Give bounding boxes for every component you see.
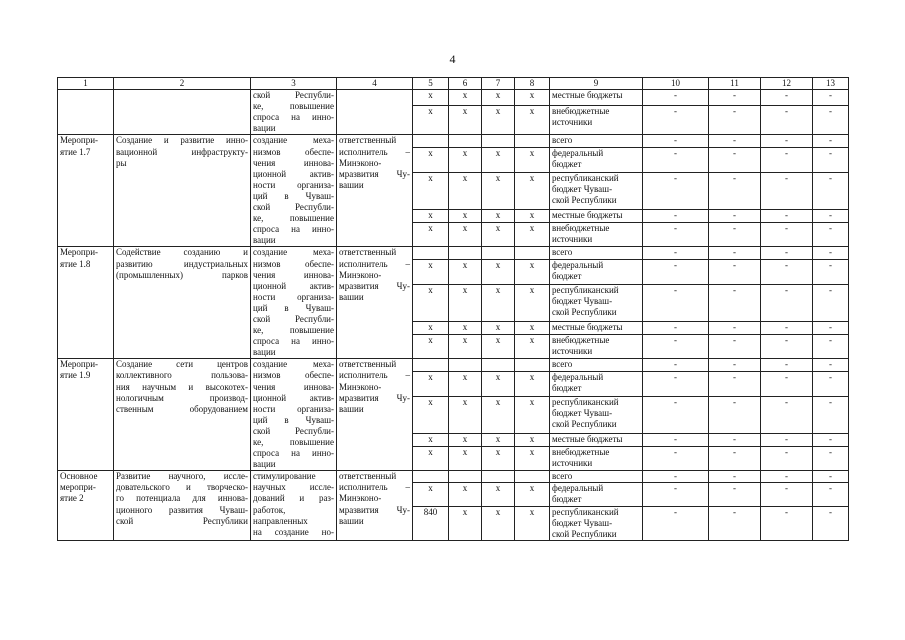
funding-source-cell: республиканский бюджет Чуваш- ской Республики [550,506,643,540]
measure-label-cell: Меропри- ятие 1.8 [58,247,114,359]
amount-cell: - [709,148,761,173]
year-mark-cell: x [449,105,482,135]
table-row [58,471,849,483]
executor-cell: ответственный исполнитель – Минэконо- мразвития Чу- вашии [337,135,413,247]
executor-cell: ответственный исполнитель – Минэконо- мразвития Чу- вашии [337,247,413,359]
year-mark-cell [449,247,482,260]
year-mark-cell: x [482,285,515,322]
year-mark-cell: x [515,372,550,397]
amount-cell: - [761,321,813,334]
amount-cell: - [813,334,849,359]
amount-cell: - [761,247,813,260]
expected-effect-cell: создание меха- низмов обеспе- чения иннова- ционной актив- ности организа- ций в Чуваш- ской Республи- ке, повышение спроса на инно- вации [251,135,337,247]
expected-effect-cell: создание меха- низмов обеспе- чения иннова- ционной актив- ности организа- ций в Чуваш- ской Республи- ке, повышение спроса на инно- вации [251,359,337,471]
amount-cell: - [643,471,709,483]
year-mark-cell: x [449,148,482,173]
year-mark-cell: x [482,321,515,334]
amount-cell: - [709,433,761,446]
year-mark-cell: x [449,321,482,334]
executor-cell: ответственный исполнитель – Минэконо- мразвития Чу- вашии [337,471,413,541]
amount-cell: - [643,483,709,506]
amount-cell: - [643,173,709,210]
year-mark-cell: x [515,105,550,135]
amount-cell: - [761,471,813,483]
amount-cell: - [761,209,813,222]
year-mark-cell [413,471,449,483]
measure-label-cell [58,90,114,135]
year-mark-cell: x [449,506,482,540]
table-row [58,359,849,372]
amount-cell: - [813,173,849,210]
year-mark-cell: x [449,209,482,222]
year-mark-cell: x [515,285,550,322]
measure-title-cell: Создание сети центров коллективного пользова- ния научным и высокотех- нологичным производ- ственным оборудованием [114,359,251,471]
amount-cell: - [709,372,761,397]
column-number-header: 5 [413,78,449,90]
year-mark-cell: x [413,222,449,247]
amount-cell: - [709,321,761,334]
year-mark-cell [482,471,515,483]
header-row [58,78,849,90]
column-number-header: 7 [482,78,515,90]
funding-source-cell: местные бюджеты [550,321,643,334]
measure-label-cell: Меропри- ятие 1.7 [58,135,114,247]
year-mark-cell [482,247,515,260]
amount-cell: - [643,105,709,135]
year-mark-cell: x [413,90,449,106]
year-mark-cell: x [515,173,550,210]
year-mark-cell: x [413,260,449,285]
year-mark-cell: x [515,222,550,247]
measure-title-cell [114,90,251,135]
amount-cell: - [709,446,761,471]
funding-source-cell: федеральный бюджет [550,260,643,285]
year-mark-cell: x [515,260,550,285]
amount-cell: - [761,433,813,446]
amount-cell: - [761,359,813,372]
expected-effect-cell: создание меха- низмов обеспе- чения иннова- ционной актив- ности организа- ций в Чуваш- ской Республи- ке, повышение спроса на инно- вации [251,247,337,359]
amount-cell: - [761,90,813,106]
amount-cell: - [643,321,709,334]
year-mark-cell: 840 [413,506,449,540]
amount-cell: - [643,334,709,359]
amount-cell: - [643,260,709,285]
year-mark-cell: x [482,209,515,222]
amount-cell: - [709,222,761,247]
amount-cell: - [643,247,709,260]
year-mark-cell: x [482,334,515,359]
year-mark-cell: x [482,260,515,285]
amount-cell: - [813,483,849,506]
year-mark-cell [413,359,449,372]
column-number-header: 8 [515,78,550,90]
column-number-header: 1 [58,78,114,90]
year-mark-cell [413,247,449,260]
measure-label-cell: Основное меропри- ятие 2 [58,471,114,541]
amount-cell: - [761,148,813,173]
amount-cell: - [813,359,849,372]
table-row [58,247,849,260]
amount-cell: - [813,209,849,222]
year-mark-cell: x [449,222,482,247]
amount-cell: - [643,372,709,397]
year-mark-cell: x [413,372,449,397]
funding-source-cell: всего [550,247,643,260]
funding-source-cell: местные бюджеты [550,209,643,222]
amount-cell: - [643,359,709,372]
year-mark-cell: x [413,173,449,210]
amount-cell: - [813,135,849,148]
year-mark-cell [515,359,550,372]
funding-source-cell: внебюджетные источники [550,105,643,135]
column-number-header: 4 [337,78,413,90]
year-mark-cell: x [413,321,449,334]
measure-label-cell: Меропри- ятие 1.9 [58,359,114,471]
amount-cell: - [643,506,709,540]
funding-source-cell: республиканский бюджет Чуваш- ской Республики [550,173,643,210]
year-mark-cell: x [449,285,482,322]
amount-cell: - [761,372,813,397]
amount-cell: - [761,397,813,434]
table-row [58,135,849,148]
year-mark-cell: x [449,433,482,446]
year-mark-cell: x [449,334,482,359]
amount-cell: - [761,285,813,322]
column-number-header: 12 [761,78,813,90]
year-mark-cell: x [413,334,449,359]
amount-cell: - [813,506,849,540]
year-mark-cell: x [413,433,449,446]
amount-cell: - [813,260,849,285]
funding-source-cell: федеральный бюджет [550,483,643,506]
funding-source-cell: федеральный бюджет [550,372,643,397]
funding-source-cell: местные бюджеты [550,90,643,106]
executor-cell [337,90,413,135]
executor-cell: ответственный исполнитель – Минэконо- мразвития Чу- вашии [337,359,413,471]
year-mark-cell: x [482,483,515,506]
amount-cell: - [761,135,813,148]
column-number-header: 2 [114,78,251,90]
funding-source-cell: республиканский бюджет Чуваш- ской Республики [550,397,643,434]
year-mark-cell: x [482,372,515,397]
funding-source-cell: местные бюджеты [550,433,643,446]
column-number-header: 11 [709,78,761,90]
year-mark-cell: x [515,397,550,434]
amount-cell: - [643,90,709,106]
year-mark-cell [449,135,482,148]
year-mark-cell [482,135,515,148]
program-table [57,77,849,541]
amount-cell: - [813,397,849,434]
amount-cell: - [761,260,813,285]
year-mark-cell [515,471,550,483]
funding-source-cell: республиканский бюджет Чуваш- ской Республики [550,285,643,322]
amount-cell: - [813,433,849,446]
year-mark-cell: x [482,446,515,471]
amount-cell: - [813,90,849,106]
measure-title-cell: Создание и развитие инно- вационной инфраструкту- ры [114,135,251,247]
column-number-header: 3 [251,78,337,90]
amount-cell: - [709,506,761,540]
amount-cell: - [813,105,849,135]
column-number-header: 13 [813,78,849,90]
year-mark-cell: x [515,446,550,471]
column-number-header: 9 [550,78,643,90]
measure-title-cell: Развитие научного, иссле- довательского и творческо- го потенциала для иннова- ционного развития Чуваш- ской Республики [114,471,251,541]
amount-cell: - [761,173,813,210]
amount-cell: - [761,483,813,506]
year-mark-cell: x [413,209,449,222]
year-mark-cell: x [482,90,515,106]
year-mark-cell: x [449,260,482,285]
measure-title-cell: Содействие созданию и развитию индустриальных (промышленных) парков [114,247,251,359]
page-number: 4 [449,52,456,66]
column-number-header: 10 [643,78,709,90]
year-mark-cell: x [515,148,550,173]
year-mark-cell: x [482,433,515,446]
year-mark-cell: x [449,90,482,106]
year-mark-cell [515,247,550,260]
amount-cell: - [813,321,849,334]
amount-cell: - [813,285,849,322]
amount-cell: - [709,135,761,148]
year-mark-cell [482,359,515,372]
year-mark-cell: x [515,483,550,506]
amount-cell: - [643,446,709,471]
year-mark-cell [449,359,482,372]
year-mark-cell: x [449,173,482,210]
year-mark-cell [515,135,550,148]
funding-source-cell: всего [550,359,643,372]
column-number-header: 6 [449,78,482,90]
amount-cell: - [643,222,709,247]
year-mark-cell: x [515,334,550,359]
amount-cell: - [709,105,761,135]
year-mark-cell: x [482,105,515,135]
year-mark-cell [413,135,449,148]
amount-cell: - [761,105,813,135]
table-row [58,90,849,106]
year-mark-cell: x [515,321,550,334]
funding-source-cell: федеральный бюджет [550,148,643,173]
year-mark-cell: x [449,397,482,434]
amount-cell: - [643,135,709,148]
year-mark-cell: x [413,148,449,173]
year-mark-cell [449,471,482,483]
amount-cell: - [709,334,761,359]
amount-cell: - [643,148,709,173]
amount-cell: - [813,148,849,173]
year-mark-cell: x [413,105,449,135]
amount-cell: - [813,222,849,247]
year-mark-cell: x [482,222,515,247]
amount-cell: - [643,285,709,322]
amount-cell: - [813,471,849,483]
year-mark-cell: x [482,506,515,540]
year-mark-cell: x [413,483,449,506]
expected-effect-cell: ской Республи- ке, повышение спроса на инно- вации [251,90,337,135]
year-mark-cell: x [482,397,515,434]
amount-cell: - [761,334,813,359]
amount-cell: - [709,247,761,260]
year-mark-cell: x [515,209,550,222]
amount-cell: - [709,90,761,106]
year-mark-cell: x [413,285,449,322]
year-mark-cell: x [413,397,449,434]
amount-cell: - [761,446,813,471]
funding-source-cell: внебюджетные источники [550,334,643,359]
amount-cell: - [709,359,761,372]
amount-cell: - [761,506,813,540]
amount-cell: - [813,247,849,260]
year-mark-cell: x [515,90,550,106]
funding-source-cell: внебюджетные источники [550,446,643,471]
amount-cell: - [643,209,709,222]
year-mark-cell: x [515,506,550,540]
expected-effect-cell: стимулирование научных иссле- дований и раз- работок, направленных на создание но- [251,471,337,541]
funding-source-cell: внебюджетные источники [550,222,643,247]
amount-cell: - [761,222,813,247]
amount-cell: - [813,372,849,397]
year-mark-cell: x [482,173,515,210]
year-mark-cell: x [449,446,482,471]
amount-cell: - [709,260,761,285]
year-mark-cell: x [413,446,449,471]
amount-cell: - [709,209,761,222]
amount-cell: - [709,285,761,322]
amount-cell: - [643,433,709,446]
amount-cell: - [643,397,709,434]
year-mark-cell: x [515,433,550,446]
amount-cell: - [709,173,761,210]
funding-source-cell: всего [550,471,643,483]
year-mark-cell: x [449,483,482,506]
amount-cell: - [709,483,761,506]
amount-cell: - [813,446,849,471]
amount-cell: - [709,471,761,483]
amount-cell: - [709,397,761,434]
funding-source-cell: всего [550,135,643,148]
year-mark-cell: x [449,372,482,397]
year-mark-cell: x [482,148,515,173]
